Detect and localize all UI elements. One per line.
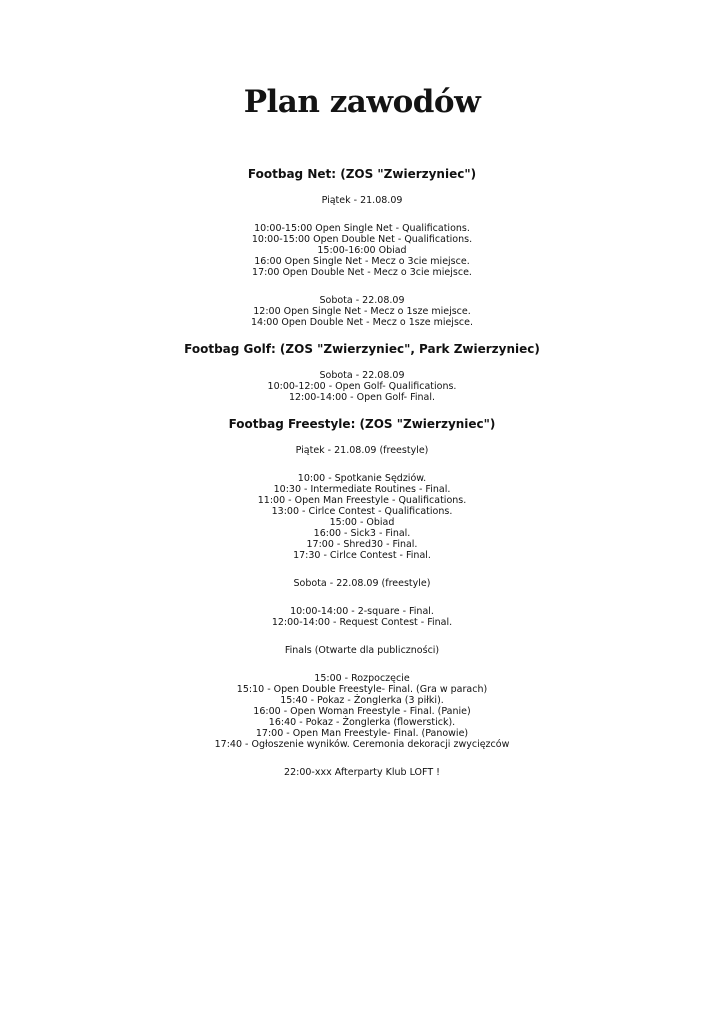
list-item: 13:00 - Cirlce Contest - Qualifications. bbox=[271, 506, 453, 517]
list-item: 10:30 - Intermediate Routines - Final. bbox=[273, 484, 451, 495]
list-item: 12:00 Open Single Net - Mecz o 1sze miejsce. bbox=[253, 306, 471, 317]
net-day1-list bbox=[0, 223, 724, 278]
list-item: 16:40 - Pokaz - Żonglerka (flowerstick). bbox=[268, 717, 456, 728]
list-item: 12:00-14:00 - Open Golf- Final. bbox=[288, 392, 436, 403]
list-item: 15:10 - Open Double Freestyle- Final. (Gra w parach) bbox=[236, 684, 488, 695]
freestyle-heading: Footbag Freestyle: (ZOS "Zwierzyniec") bbox=[228, 417, 496, 431]
list-item: 14:00 Open Double Net - Mecz o 1sze miejsce. bbox=[251, 317, 473, 328]
list-item: 11:00 - Open Man Freestyle - Qualifications. bbox=[257, 495, 467, 506]
list-item: 10:00 - Spotkanie Sędziów. bbox=[297, 473, 427, 484]
freestyle-day2: Sobota - 22.08.09 (freestyle) bbox=[293, 578, 431, 589]
list-item: 16:00 - Sick3 - Final. bbox=[313, 528, 411, 539]
net-day2: Sobota - 22.08.09 bbox=[319, 295, 405, 306]
afterparty-line: 22:00-xxx Afterparty Klub LOFT ! bbox=[284, 767, 440, 778]
list-item: 10:00-15:00 Open Double Net - Qualifications. bbox=[251, 234, 473, 245]
net-heading: Footbag Net: (ZOS "Zwierzyniec") bbox=[247, 167, 477, 181]
list-item: 10:00-12:00 - Open Golf- Qualifications. bbox=[267, 381, 457, 392]
finals-list bbox=[0, 673, 724, 750]
list-item: 15:00 - Obiad bbox=[329, 517, 395, 528]
page-title: Plan zawodów bbox=[243, 84, 481, 120]
list-item: 17:00 Open Double Net - Mecz o 3cie miejsce. bbox=[252, 267, 472, 278]
list-item: 15:00-16:00 Obiad bbox=[317, 245, 407, 256]
list-item: 16:00 - Open Woman Freestyle - Final. (Panie) bbox=[253, 706, 471, 717]
net-day1: Piątek - 21.08.09 bbox=[321, 195, 403, 206]
list-item: 15:00 - Rozpoczęcie bbox=[314, 673, 410, 684]
freestyle-day2-list bbox=[0, 606, 724, 628]
list-item: 17:00 - Open Man Freestyle- Final. (Panowie) bbox=[255, 728, 469, 739]
finals-heading: Finals (Otwarte dla publiczności) bbox=[284, 645, 440, 656]
golf-day: Sobota - 22.08.09 bbox=[319, 370, 405, 381]
list-item: 17:40 - Ogłoszenie wyników. Ceremonia dekoracji zwycięzców bbox=[214, 739, 510, 750]
golf-list bbox=[0, 370, 724, 403]
list-item: 15:40 - Pokaz - Żonglerka (3 piłki). bbox=[280, 695, 444, 706]
net-day2-list bbox=[0, 295, 724, 328]
list-item: 10:00-14:00 - 2-square - Final. bbox=[290, 606, 434, 617]
freestyle-day1: Piątek - 21.08.09 (freestyle) bbox=[295, 445, 429, 456]
golf-heading: Footbag Golf: (ZOS "Zwierzyniec", Park Zwierzyniec) bbox=[184, 342, 540, 356]
list-item: 12:00-14:00 - Request Contest - Final. bbox=[271, 617, 453, 628]
list-item: 10:00-15:00 Open Single Net - Qualifications. bbox=[254, 223, 470, 234]
freestyle-day1-list bbox=[0, 473, 724, 561]
list-item: 17:00 - Shred30 - Final. bbox=[306, 539, 418, 550]
list-item: 17:30 - Cirlce Contest - Final. bbox=[293, 550, 431, 561]
list-item: 16:00 Open Single Net - Mecz o 3cie miejsce. bbox=[254, 256, 470, 267]
schedule-content bbox=[0, 165, 724, 778]
